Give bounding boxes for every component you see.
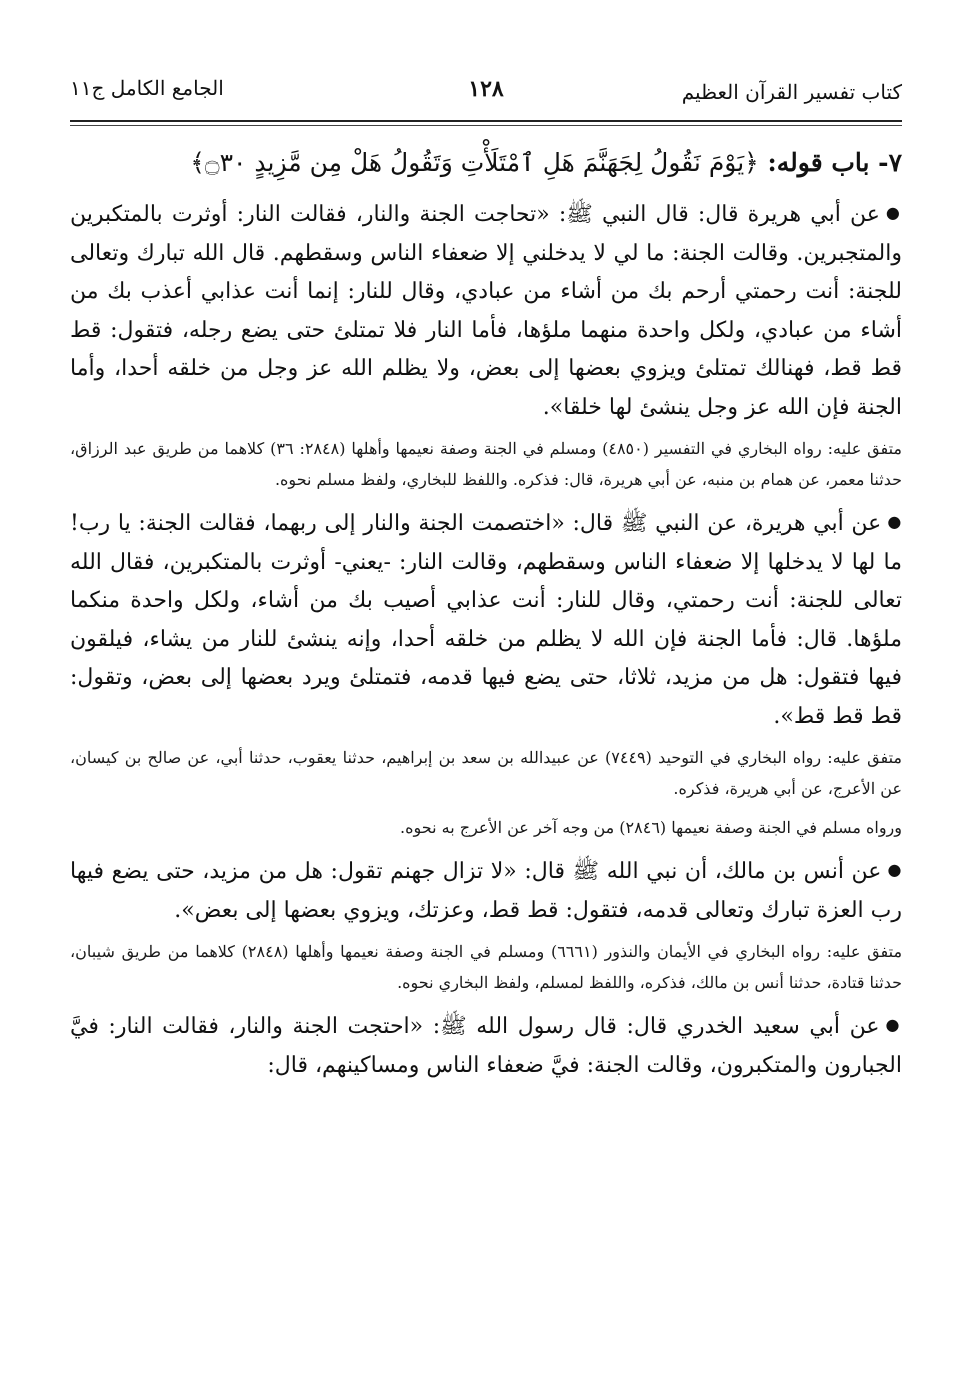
quran-verse: ﴿يَوْمَ نَقُولُ لِجَهَنَّمَ هَلِ ٱمْتَلَأْتِ وَتَقُولُ هَلْ مِن مَّزِيدٍ ۝٣٠﴾	[190, 148, 759, 177]
book-title: كتاب تفسير القرآن العظيم	[681, 80, 902, 104]
hadith-4	[70, 1006, 902, 1085]
bullet-icon: ●	[885, 1015, 902, 1034]
hadith-2	[70, 503, 902, 736]
volume-label: الجامع الكامل ج١١	[70, 76, 224, 100]
chapter-heading	[70, 140, 902, 186]
hadith-2-text: عن أبي هريرة، عن النبي ﷺ قال: «اختصمت الجنة والنار إلى ربهما، فقالت الجنة: يا رب! ما لها لا يدخلها إلا ضعفاء الناس وسقطهم، وقالت النار: -يعني- أوثرت بالمتكبرين، فقال الله تعالى للجنة: أنت رحمتي، وقال للنار: أنت عذابي أصيب بك من أشاء، ولكل واحدة منكما ملؤها. قال: فأما الجنة فإن الله لا يظلم من خلقه أحدا، وإنه ينشئ للنار من يشاء، فيلقون فيها فتقول: هل من مزيد، ثلاثا، حتى يضع فيها قدمه، فتمتلئ ويرد بعضها إلى بعض، وتقول: قط قط قط».	[70, 511, 902, 729]
header-rule	[70, 120, 902, 122]
hadith-2-source: متفق عليه: رواه البخاري في التوحيد (٧٤٤٩) عن عبيدالله بن سعد بن إبراهيم، حدثنا يعقوب، حدثنا أبي، عن صالح بن كيسان، عن الأعرج، عن أبي هريرة، فذكره.	[70, 748, 902, 798]
hadith-1-source: متفق عليه: رواه البخاري في التفسير (٤٨٥٠) ومسلم في الجنة وصفة نعيمها وأهلها (٢٨٤٨: ٣٦) كلاهما من طريق عبد الرزاق، حدثنا معمر، عن همام بن منبه، عن أبي هريرة، قال: فذكره. واللفظ للبخاري، ولفظ مسلم نحوه.	[70, 439, 903, 489]
bullet-icon: ●	[885, 203, 902, 222]
page-number: ١٢٨	[468, 76, 504, 102]
bullet-icon: ●	[887, 512, 902, 531]
page-content	[70, 140, 902, 1085]
header-rule-thin	[70, 125, 902, 126]
hadith-4-text: عن أبي سعيد الخدري قال: قال رسول الله ﷺ: «احتجت الجنة والنار، فقالت النار: فيَّ الجبارون والمتكبرون، وقالت الجنة: فيَّ ضعفاء الناس ومساكينهم، قال:	[70, 1014, 902, 1078]
book-page	[70, 70, 902, 1370]
chapter-label: ٧- باب قوله:	[767, 148, 902, 177]
hadith-2-source-extra: ورواه مسلم في الجنة وصفة نعيمها (٢٨٤٦) من وجه آخر عن الأعرج به نحوه.	[400, 818, 902, 837]
hadith-3-source: متفق عليه: رواه البخاري في الأيمان والنذور (٦٦٦١) ومسلم في الجنة وصفة نعيمها وأهلها (٢٨٤٨) كلاهما من طريق شيبان، حدثنا قتادة، حدثنا أنس بن مالك، فذكره، واللفظ لمسلم، ولفظ البخاري نحوه.	[70, 942, 903, 992]
hadith-3-text: عن أنس بن مالك، أن نبي الله ﷺ قال: «لا تزال جهنم تقول: هل من مزيد، حتى يضع فيها رب العزة تبارك وتعالى قدمه، فتقول: قط قط، وعزتك، ويزوي بعضها إلى بعض».	[70, 859, 902, 923]
hadith-1	[70, 194, 902, 427]
hadith-1-text: عن أبي هريرة قال: قال النبي ﷺ: «تحاجت الجنة والنار، فقالت النار: أوثرت بالمتكبرين والمتجبرين. وقالت الجنة: ما لي لا يدخلني إلا ضعفاء الناس وسقطهم. قال الله تبارك وتعالى للجنة: أنت رحمتي أرحم بك من أشاء من عبادي، وقال للنار: إنما أنت عذابي أعذب بك من أشاء من عبادي، ولكل واحدة منهما ملؤها، فأما النار فلا تمتلئ حتى يضع رجله، فتقول: قط قط قط، فهنالك تمتلئ ويزوي بعضها إلى بعض، ولا يظلم الله عز وجل من خلقه أحدا، وأما الجنة فإن الله عز وجل ينشئ لها خلقا».	[70, 202, 902, 420]
bullet-icon: ●	[887, 860, 903, 879]
hadith-3	[70, 851, 902, 930]
running-header	[70, 70, 902, 116]
